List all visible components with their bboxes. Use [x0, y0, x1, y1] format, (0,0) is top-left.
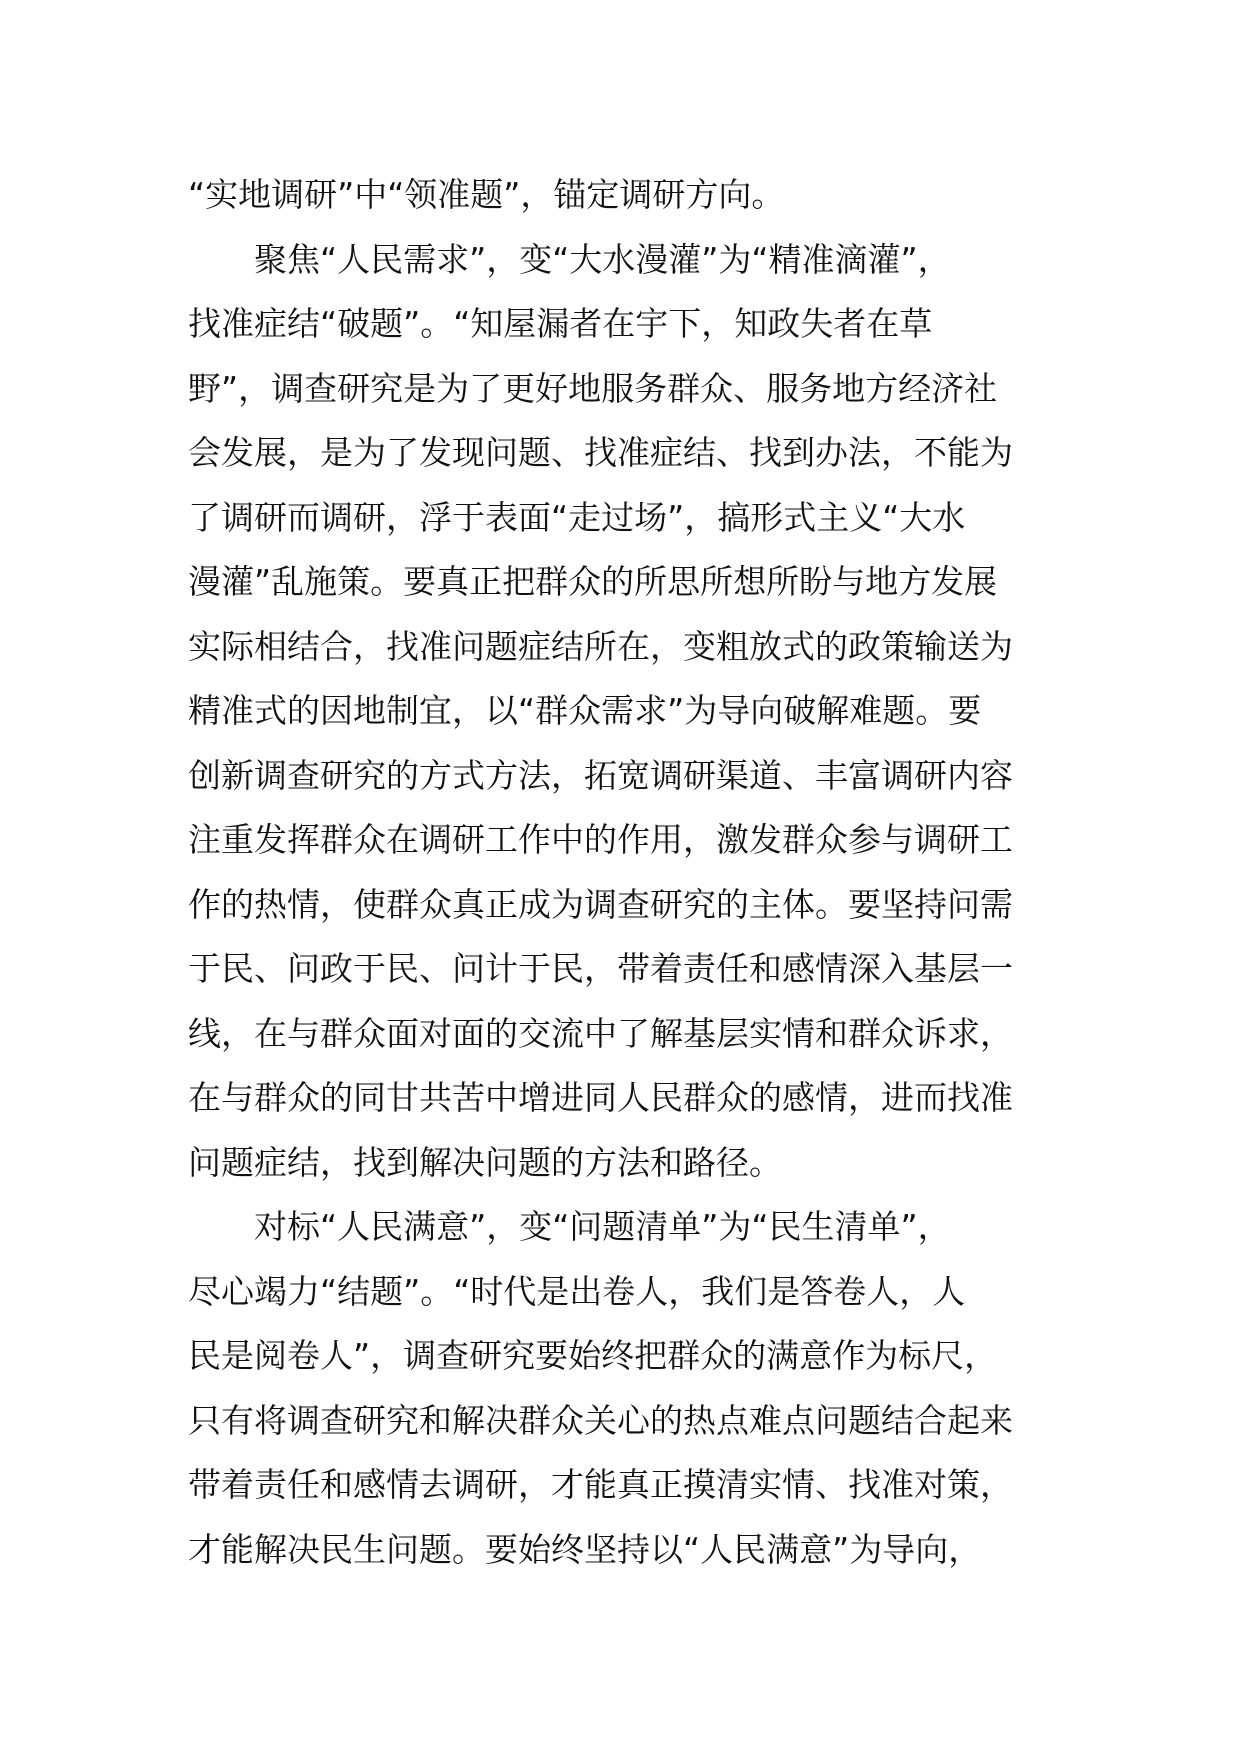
paragraph-start-line: 对标“人民满意”，变“问题清单”为“民生清单”，: [254, 1207, 951, 1246]
text-line: 民是阅卷人”，调查研究要始终把群众的满意作为标尺，: [188, 1336, 998, 1375]
text-line: 于民、问政于民、问计于民，带着责任和感情深入基层一: [188, 949, 1013, 988]
text-line: 注重发挥群众在调研工作中的作用，激发群众参与调研工: [188, 820, 1013, 859]
text-line: 带着责任和感情去调研，才能真正摸清实情、找准对策，: [188, 1465, 1013, 1504]
paragraph-start-line: 聚焦“人民需求”，变“大水漫灌”为“精准滴灌”，: [254, 239, 951, 279]
text-line: 精准式的因地制宜，以“群众需求”为导向破解难题。要: [188, 691, 982, 730]
document-body: [188, 163, 1068, 1582]
text-line: 才能解决民生问题。要始终坚持以“人民满意”为导向，: [188, 1529, 982, 1569]
text-line: 作的热情，使群众真正成为调查研究的主体。要坚持问需: [188, 884, 1013, 924]
text-line: 会发展，是为了发现问题、找准症结、找到办法，不能为: [188, 433, 1013, 472]
text-line: 野”，调查研究是为了更好地服务群众、服务地方经济社: [188, 368, 998, 408]
text-line: 尽心竭力“结题”。“时代是出卷人，我们是答卷人，人: [188, 1271, 966, 1311]
text-line: 漫灌”乱施策。要真正把群众的所思所想所盼与地方发展: [188, 562, 998, 601]
text-line: 只有将调查研究和解决群众关心的热点难点问题结合起来: [188, 1400, 1013, 1440]
text-line: 线，在与群众面对面的交流中了解基层实情和群众诉求，: [188, 1013, 1013, 1053]
text-line: 在与群众的同甘共苦中增进同人民群众的感情，进而找准: [188, 1078, 1013, 1117]
text-line: “实地调研”中“领准题”，锚定调研方向。: [188, 175, 785, 214]
text-line: 找准症结“破题”。“知屋漏者在宇下，知政失者在草: [188, 304, 933, 343]
text-line: 了调研而调研，浮于表面“走过场”，搞形式主义“大水: [188, 497, 966, 537]
text-line: 实际相结合，找准问题症结所在，变粗放式的政策输送为: [188, 626, 1013, 666]
text-line: 问题症结，找到解决问题的方法和路径。: [188, 1142, 782, 1182]
text-line: 创新调查研究的方式方法，拓宽调研渠道、丰富调研内容: [188, 755, 1013, 795]
